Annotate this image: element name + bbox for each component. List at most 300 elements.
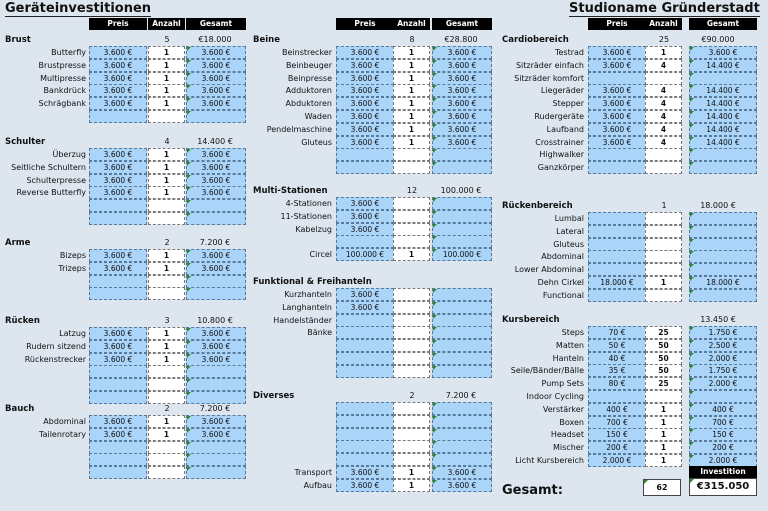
qty-cell[interactable]: 1 bbox=[148, 84, 185, 97]
row-label bbox=[250, 339, 332, 352]
qty-cell[interactable]: 1 bbox=[645, 441, 682, 454]
qty-cell[interactable] bbox=[393, 235, 430, 248]
section-total: €28.800 bbox=[444, 35, 478, 44]
qty-cell[interactable]: 1 bbox=[645, 416, 682, 429]
row-label: Lateral bbox=[556, 226, 584, 236]
price-cell[interactable]: 3.600 € bbox=[89, 249, 147, 262]
section-count: 1 bbox=[661, 201, 667, 210]
total-cell bbox=[432, 314, 492, 327]
qty-cell[interactable] bbox=[393, 210, 430, 223]
price-cell[interactable]: 3.600 € bbox=[588, 46, 646, 59]
qty-cell[interactable] bbox=[148, 110, 185, 123]
row-label bbox=[250, 352, 332, 365]
price-cell[interactable]: 3.600 € bbox=[336, 210, 394, 223]
total-cell: 400 € bbox=[689, 403, 757, 416]
total-cell: 3.600 € bbox=[689, 46, 757, 59]
row-label: Bänke bbox=[307, 328, 332, 338]
qty-cell[interactable]: 1 bbox=[393, 248, 430, 261]
row-label: Licht Kursbereich bbox=[515, 456, 584, 465]
price-cell[interactable]: 35 € bbox=[588, 364, 646, 377]
price-cell[interactable]: 3.600 € bbox=[89, 186, 147, 199]
price-cell[interactable]: 3.600 € bbox=[336, 97, 394, 110]
qty-cell[interactable]: 25 bbox=[645, 326, 682, 339]
price-cell[interactable]: 700 € bbox=[588, 416, 646, 429]
total-cell: 3.600 € bbox=[186, 148, 246, 161]
price-cell[interactable]: 3.600 € bbox=[588, 84, 646, 97]
qty-cell[interactable] bbox=[393, 326, 430, 339]
total-cell bbox=[689, 263, 757, 276]
row-label: Liegeräder bbox=[540, 86, 584, 96]
price-cell[interactable]: 3.600 € bbox=[336, 110, 394, 123]
price-cell[interactable] bbox=[89, 441, 147, 454]
qty-cell[interactable] bbox=[393, 148, 430, 161]
row-label: Matten bbox=[555, 340, 584, 350]
price-cell[interactable] bbox=[89, 453, 147, 466]
row-label: Rudern sitzend bbox=[26, 341, 86, 351]
header-qty: Anzahl bbox=[393, 18, 430, 30]
total-cell bbox=[186, 199, 246, 212]
total-cell: 3.600 € bbox=[186, 415, 246, 428]
price-cell[interactable]: 3.600 € bbox=[588, 110, 646, 123]
qty-cell[interactable]: 1 bbox=[148, 148, 185, 161]
qty-cell[interactable] bbox=[148, 453, 185, 466]
qty-cell[interactable]: 1 bbox=[148, 327, 185, 340]
row-label: Überzug bbox=[52, 150, 86, 159]
qty-cell[interactable] bbox=[148, 466, 185, 479]
row-label bbox=[250, 428, 332, 441]
price-cell[interactable] bbox=[336, 428, 394, 441]
total-cell bbox=[432, 440, 492, 453]
total-cell bbox=[432, 326, 492, 339]
row-label: Circel bbox=[309, 250, 332, 260]
qty-cell[interactable] bbox=[148, 199, 185, 212]
total-cell bbox=[689, 250, 757, 263]
row-label: Beinbeuger bbox=[285, 60, 332, 70]
price-cell[interactable] bbox=[588, 250, 646, 263]
row-label: Verstärker bbox=[542, 404, 584, 414]
header-total: Gesamt bbox=[186, 18, 246, 30]
price-cell[interactable] bbox=[336, 339, 394, 352]
price-cell[interactable] bbox=[588, 390, 646, 403]
row-label: Latzug bbox=[59, 329, 86, 338]
section-count: 12 bbox=[406, 186, 418, 195]
qty-cell[interactable] bbox=[645, 72, 682, 85]
qty-cell[interactable]: 1 bbox=[148, 161, 185, 174]
price-cell[interactable]: 3.600 € bbox=[89, 262, 147, 275]
row-label: Handelständer bbox=[273, 315, 332, 325]
total-cell bbox=[432, 223, 492, 236]
qty-cell[interactable]: 25 bbox=[645, 377, 682, 390]
price-cell[interactable]: 40 € bbox=[588, 352, 646, 365]
qty-cell[interactable] bbox=[393, 402, 430, 415]
qty-cell[interactable]: 4 bbox=[645, 59, 682, 72]
price-cell[interactable]: 3.600 € bbox=[89, 148, 147, 161]
price-cell[interactable]: 3.600 € bbox=[89, 59, 147, 72]
qty-cell[interactable]: 4 bbox=[645, 136, 682, 149]
price-cell[interactable]: 3.600 € bbox=[336, 466, 394, 479]
qty-cell[interactable] bbox=[148, 275, 185, 288]
qty-cell[interactable]: 1 bbox=[148, 72, 185, 85]
qty-cell[interactable] bbox=[393, 352, 430, 365]
row-label bbox=[250, 161, 332, 174]
qty-cell[interactable] bbox=[393, 301, 430, 314]
qty-cell[interactable] bbox=[148, 287, 185, 300]
qty-cell[interactable]: 1 bbox=[148, 340, 185, 353]
row-label: Rückenstrecker bbox=[24, 354, 86, 364]
total-count-cell: 62 bbox=[643, 479, 681, 496]
price-cell[interactable]: 3.600 € bbox=[336, 479, 394, 492]
price-cell[interactable]: 3.600 € bbox=[588, 136, 646, 149]
price-cell[interactable] bbox=[89, 466, 147, 479]
total-cell: 14.400 € bbox=[689, 59, 757, 72]
price-cell[interactable]: 3.600 € bbox=[336, 288, 394, 301]
row-label: Schulterpresse bbox=[26, 175, 86, 185]
sheet-title-left: Geräteinvestitionen bbox=[5, 1, 152, 16]
price-cell[interactable] bbox=[336, 453, 394, 466]
price-cell[interactable] bbox=[588, 72, 646, 85]
qty-cell[interactable]: 1 bbox=[393, 479, 430, 492]
section-total bbox=[430, 276, 492, 288]
section-count bbox=[645, 314, 683, 326]
qty-cell[interactable]: 1 bbox=[148, 186, 185, 199]
price-cell[interactable]: 80 € bbox=[588, 377, 646, 390]
qty-cell[interactable] bbox=[645, 250, 682, 263]
total-cell: 3.600 € bbox=[186, 59, 246, 72]
row-label: Indoor Cycling bbox=[526, 392, 584, 401]
total-cell: 3.600 € bbox=[186, 327, 246, 340]
price-cell[interactable]: 3.600 € bbox=[336, 301, 394, 314]
qty-cell[interactable]: 1 bbox=[148, 249, 185, 262]
qty-cell[interactable] bbox=[645, 390, 682, 403]
qty-cell[interactable] bbox=[645, 225, 682, 238]
price-cell[interactable]: 3.600 € bbox=[89, 415, 147, 428]
qty-cell[interactable]: 1 bbox=[645, 276, 682, 289]
qty-cell[interactable]: 1 bbox=[393, 136, 430, 149]
price-cell[interactable] bbox=[336, 148, 394, 161]
qty-cell[interactable] bbox=[393, 197, 430, 210]
price-cell[interactable]: 3.600 € bbox=[89, 340, 147, 353]
qty-cell[interactable] bbox=[645, 289, 682, 302]
price-cell[interactable]: 18.000 € bbox=[588, 276, 646, 289]
row-label: Beinstrecker bbox=[282, 48, 332, 57]
price-cell[interactable] bbox=[89, 212, 147, 225]
price-cell[interactable] bbox=[588, 161, 646, 174]
row-label bbox=[0, 378, 86, 391]
qty-cell[interactable] bbox=[148, 365, 185, 378]
row-label: Bizeps bbox=[59, 251, 86, 260]
qty-cell[interactable]: 1 bbox=[148, 428, 185, 441]
qty-cell[interactable]: 1 bbox=[393, 466, 430, 479]
price-cell[interactable]: 3.600 € bbox=[89, 327, 147, 340]
qty-cell[interactable] bbox=[393, 223, 430, 236]
total-cell: 3.600 € bbox=[432, 59, 492, 72]
price-cell[interactable] bbox=[89, 110, 147, 123]
qty-cell[interactable] bbox=[645, 161, 682, 174]
row-label: Lumbal bbox=[554, 214, 584, 223]
price-cell[interactable] bbox=[336, 161, 394, 174]
row-label bbox=[250, 440, 332, 453]
row-label: Rudergeräte bbox=[534, 112, 584, 121]
section-heading: Arme bbox=[5, 238, 31, 248]
section-total: 13.450 € bbox=[700, 315, 736, 324]
price-cell[interactable] bbox=[588, 238, 646, 251]
header-total: Gesamt bbox=[689, 18, 757, 30]
price-cell[interactable]: 3.600 € bbox=[89, 46, 147, 59]
row-label: 4-Stationen bbox=[285, 199, 332, 208]
total-cell: 3.600 € bbox=[432, 479, 492, 492]
qty-cell[interactable]: 1 bbox=[393, 110, 430, 123]
row-label: Dehn Cirkel bbox=[537, 278, 584, 287]
qty-cell[interactable]: 1 bbox=[645, 428, 682, 441]
total-cell: 1.750 € bbox=[689, 364, 757, 377]
total-cell: 14.400 € bbox=[689, 136, 757, 149]
qty-cell[interactable] bbox=[393, 440, 430, 453]
row-label: Pump Sets bbox=[541, 379, 584, 389]
qty-cell[interactable]: 50 bbox=[645, 339, 682, 352]
row-label: Aufbau bbox=[303, 480, 332, 490]
price-cell[interactable] bbox=[89, 275, 147, 288]
qty-cell[interactable] bbox=[393, 339, 430, 352]
total-cell bbox=[432, 428, 492, 441]
qty-cell[interactable] bbox=[393, 415, 430, 428]
qty-cell[interactable] bbox=[393, 288, 430, 301]
price-cell[interactable] bbox=[336, 326, 394, 339]
section-heading: Schulter bbox=[5, 137, 46, 147]
total-cell: 100.000 € bbox=[432, 248, 492, 261]
total-cell bbox=[186, 275, 246, 288]
total-cell: 3.600 € bbox=[432, 84, 492, 97]
row-label bbox=[0, 453, 86, 466]
price-cell[interactable]: 400 € bbox=[588, 403, 646, 416]
row-label: Langhanteln bbox=[282, 302, 332, 312]
section-heading: Cardiobereich bbox=[502, 35, 569, 45]
price-cell[interactable]: 3.600 € bbox=[89, 428, 147, 441]
row-label: Butterfly bbox=[51, 48, 86, 57]
total-cell: 3.600 € bbox=[432, 136, 492, 149]
price-cell[interactable] bbox=[336, 440, 394, 453]
total-cell bbox=[689, 72, 757, 85]
header-price: Preis bbox=[336, 18, 394, 30]
section-total: 10.800 € bbox=[197, 316, 233, 325]
price-cell[interactable]: 3.600 € bbox=[89, 84, 147, 97]
qty-cell[interactable] bbox=[148, 212, 185, 225]
price-cell[interactable] bbox=[89, 391, 147, 404]
price-cell[interactable] bbox=[336, 415, 394, 428]
qty-cell[interactable] bbox=[645, 263, 682, 276]
qty-cell[interactable]: 4 bbox=[645, 110, 682, 123]
total-cell: 2.500 € bbox=[689, 339, 757, 352]
total-cell: 2.000 € bbox=[689, 454, 757, 467]
price-cell[interactable] bbox=[588, 148, 646, 161]
price-cell[interactable] bbox=[588, 289, 646, 302]
row-label: Boxen bbox=[559, 417, 584, 427]
qty-cell[interactable] bbox=[645, 148, 682, 161]
qty-cell[interactable]: 1 bbox=[148, 415, 185, 428]
price-cell[interactable]: 150 € bbox=[588, 428, 646, 441]
total-cell: 3.600 € bbox=[432, 97, 492, 110]
investition-value: €315.050 bbox=[689, 478, 757, 496]
header-qty: Anzahl bbox=[645, 18, 682, 30]
section-heading: Brust bbox=[5, 35, 31, 45]
price-cell[interactable]: 3.600 € bbox=[336, 197, 394, 210]
qty-cell[interactable]: 1 bbox=[393, 46, 430, 59]
price-cell[interactable] bbox=[89, 365, 147, 378]
price-cell[interactable]: 3.600 € bbox=[89, 353, 147, 366]
price-cell[interactable] bbox=[336, 314, 394, 327]
price-cell[interactable]: 3.600 € bbox=[336, 59, 394, 72]
price-cell[interactable] bbox=[89, 287, 147, 300]
qty-cell[interactable]: 1 bbox=[148, 46, 185, 59]
row-label bbox=[0, 441, 86, 454]
price-cell[interactable] bbox=[588, 263, 646, 276]
total-cell: 700 € bbox=[689, 416, 757, 429]
qty-cell[interactable]: 50 bbox=[645, 364, 682, 377]
qty-cell[interactable] bbox=[393, 161, 430, 174]
section-total: 14.400 € bbox=[197, 137, 233, 146]
total-cell: 3.600 € bbox=[186, 84, 246, 97]
price-cell[interactable]: 3.600 € bbox=[336, 123, 394, 136]
qty-cell[interactable]: 1 bbox=[148, 59, 185, 72]
qty-cell[interactable]: 1 bbox=[148, 97, 185, 110]
row-label: Trizeps bbox=[58, 263, 86, 273]
qty-cell[interactable]: 50 bbox=[645, 352, 682, 365]
qty-cell[interactable] bbox=[645, 212, 682, 225]
section-count: 5 bbox=[164, 35, 170, 44]
row-label bbox=[0, 275, 86, 288]
row-label: Hanteln bbox=[552, 353, 584, 363]
row-label: Brustpresse bbox=[38, 60, 86, 70]
row-label bbox=[250, 365, 332, 378]
price-cell[interactable]: 3.600 € bbox=[89, 174, 147, 187]
total-cell: 3.600 € bbox=[186, 353, 246, 366]
price-cell[interactable]: 70 € bbox=[588, 326, 646, 339]
row-label: Abdominal bbox=[43, 417, 86, 426]
qty-cell[interactable]: 1 bbox=[393, 59, 430, 72]
price-cell[interactable]: 3.600 € bbox=[89, 97, 147, 110]
price-cell[interactable] bbox=[89, 199, 147, 212]
price-cell[interactable] bbox=[336, 235, 394, 248]
total-cell: 14.400 € bbox=[689, 84, 757, 97]
price-cell[interactable] bbox=[588, 225, 646, 238]
qty-cell[interactable] bbox=[148, 378, 185, 391]
price-cell[interactable]: 3.600 € bbox=[336, 223, 394, 236]
qty-cell[interactable]: 4 bbox=[645, 97, 682, 110]
total-cell bbox=[186, 110, 246, 123]
price-cell[interactable]: 3.600 € bbox=[89, 72, 147, 85]
row-label: Schrägbank bbox=[38, 99, 86, 109]
section-count: 4 bbox=[164, 137, 170, 146]
price-cell[interactable] bbox=[89, 378, 147, 391]
section-heading: Beine bbox=[253, 35, 280, 45]
section-count: 2 bbox=[164, 238, 170, 247]
price-cell[interactable]: 3.600 € bbox=[89, 161, 147, 174]
price-cell[interactable]: 200 € bbox=[588, 441, 646, 454]
row-label: Stepper bbox=[552, 99, 584, 109]
total-cell bbox=[432, 301, 492, 314]
total-cell: 14.400 € bbox=[689, 97, 757, 110]
price-cell[interactable]: 100.000 € bbox=[336, 248, 394, 261]
qty-cell[interactable]: 1 bbox=[393, 123, 430, 136]
price-cell[interactable]: 3.600 € bbox=[336, 84, 394, 97]
qty-cell[interactable] bbox=[393, 314, 430, 327]
price-cell[interactable] bbox=[336, 402, 394, 415]
row-label: Sitzräder komfort bbox=[514, 73, 584, 83]
section-heading: Funktional & Freihanteln bbox=[253, 277, 372, 287]
qty-cell[interactable] bbox=[148, 441, 185, 454]
qty-cell[interactable]: 1 bbox=[148, 353, 185, 366]
qty-cell[interactable]: 1 bbox=[148, 262, 185, 275]
qty-cell[interactable]: 1 bbox=[393, 84, 430, 97]
row-label: Bankdrück bbox=[43, 86, 86, 96]
row-label: Reverse Butterfly bbox=[16, 188, 86, 198]
row-label bbox=[250, 453, 332, 466]
sheet-title-right: Studioname Gründerstadt bbox=[569, 1, 760, 16]
qty-cell[interactable]: 4 bbox=[645, 84, 682, 97]
investition-header: Investition bbox=[689, 466, 757, 478]
price-cell[interactable]: 3.600 € bbox=[588, 97, 646, 110]
qty-cell[interactable]: 1 bbox=[645, 403, 682, 416]
row-label: Transport bbox=[294, 468, 332, 477]
price-cell[interactable]: 2.000 € bbox=[588, 454, 646, 467]
price-cell[interactable]: 3.600 € bbox=[336, 46, 394, 59]
price-cell[interactable]: 3.600 € bbox=[588, 123, 646, 136]
qty-cell[interactable]: 4 bbox=[645, 123, 682, 136]
total-cell: 150 € bbox=[689, 428, 757, 441]
total-cell: 3.600 € bbox=[186, 340, 246, 353]
row-label: Ganzkörper bbox=[537, 163, 584, 173]
total-cell bbox=[432, 453, 492, 466]
row-label bbox=[250, 415, 332, 428]
qty-cell[interactable]: 1 bbox=[148, 174, 185, 187]
qty-cell[interactable] bbox=[393, 428, 430, 441]
row-label bbox=[250, 402, 332, 415]
row-label bbox=[0, 110, 86, 123]
price-cell[interactable] bbox=[336, 365, 394, 378]
total-cell: 3.600 € bbox=[432, 110, 492, 123]
qty-cell[interactable]: 1 bbox=[393, 97, 430, 110]
total-cell bbox=[432, 288, 492, 301]
header-qty: Anzahl bbox=[148, 18, 185, 30]
price-cell[interactable] bbox=[588, 212, 646, 225]
total-cell bbox=[689, 225, 757, 238]
section-total: 7.200 € bbox=[199, 404, 231, 413]
price-cell[interactable]: 3.600 € bbox=[336, 72, 394, 85]
price-cell[interactable]: 3.600 € bbox=[588, 59, 646, 72]
row-label: Highwalker bbox=[539, 150, 584, 160]
row-label: Seitliche Schultern bbox=[11, 162, 86, 172]
row-label: Kabelzug bbox=[295, 224, 332, 234]
price-cell[interactable] bbox=[336, 352, 394, 365]
total-cell bbox=[186, 466, 246, 479]
price-cell[interactable]: 3.600 € bbox=[336, 136, 394, 149]
qty-cell[interactable]: 1 bbox=[393, 72, 430, 85]
row-label: Sitzräder einfach bbox=[515, 60, 584, 70]
total-cell: 3.600 € bbox=[432, 466, 492, 479]
qty-cell[interactable]: 1 bbox=[645, 46, 682, 59]
total-cell bbox=[186, 287, 246, 300]
price-cell[interactable]: 50 € bbox=[588, 339, 646, 352]
qty-cell[interactable] bbox=[645, 238, 682, 251]
qty-cell[interactable] bbox=[393, 453, 430, 466]
qty-cell[interactable]: 1 bbox=[645, 454, 682, 467]
row-label: Mischer bbox=[553, 443, 584, 453]
total-cell bbox=[186, 441, 246, 454]
row-label bbox=[250, 148, 332, 161]
section-count: 2 bbox=[164, 404, 170, 413]
total-cell: 18.000 € bbox=[689, 276, 757, 289]
qty-cell[interactable] bbox=[393, 365, 430, 378]
row-label: Abduktoren bbox=[285, 99, 332, 109]
